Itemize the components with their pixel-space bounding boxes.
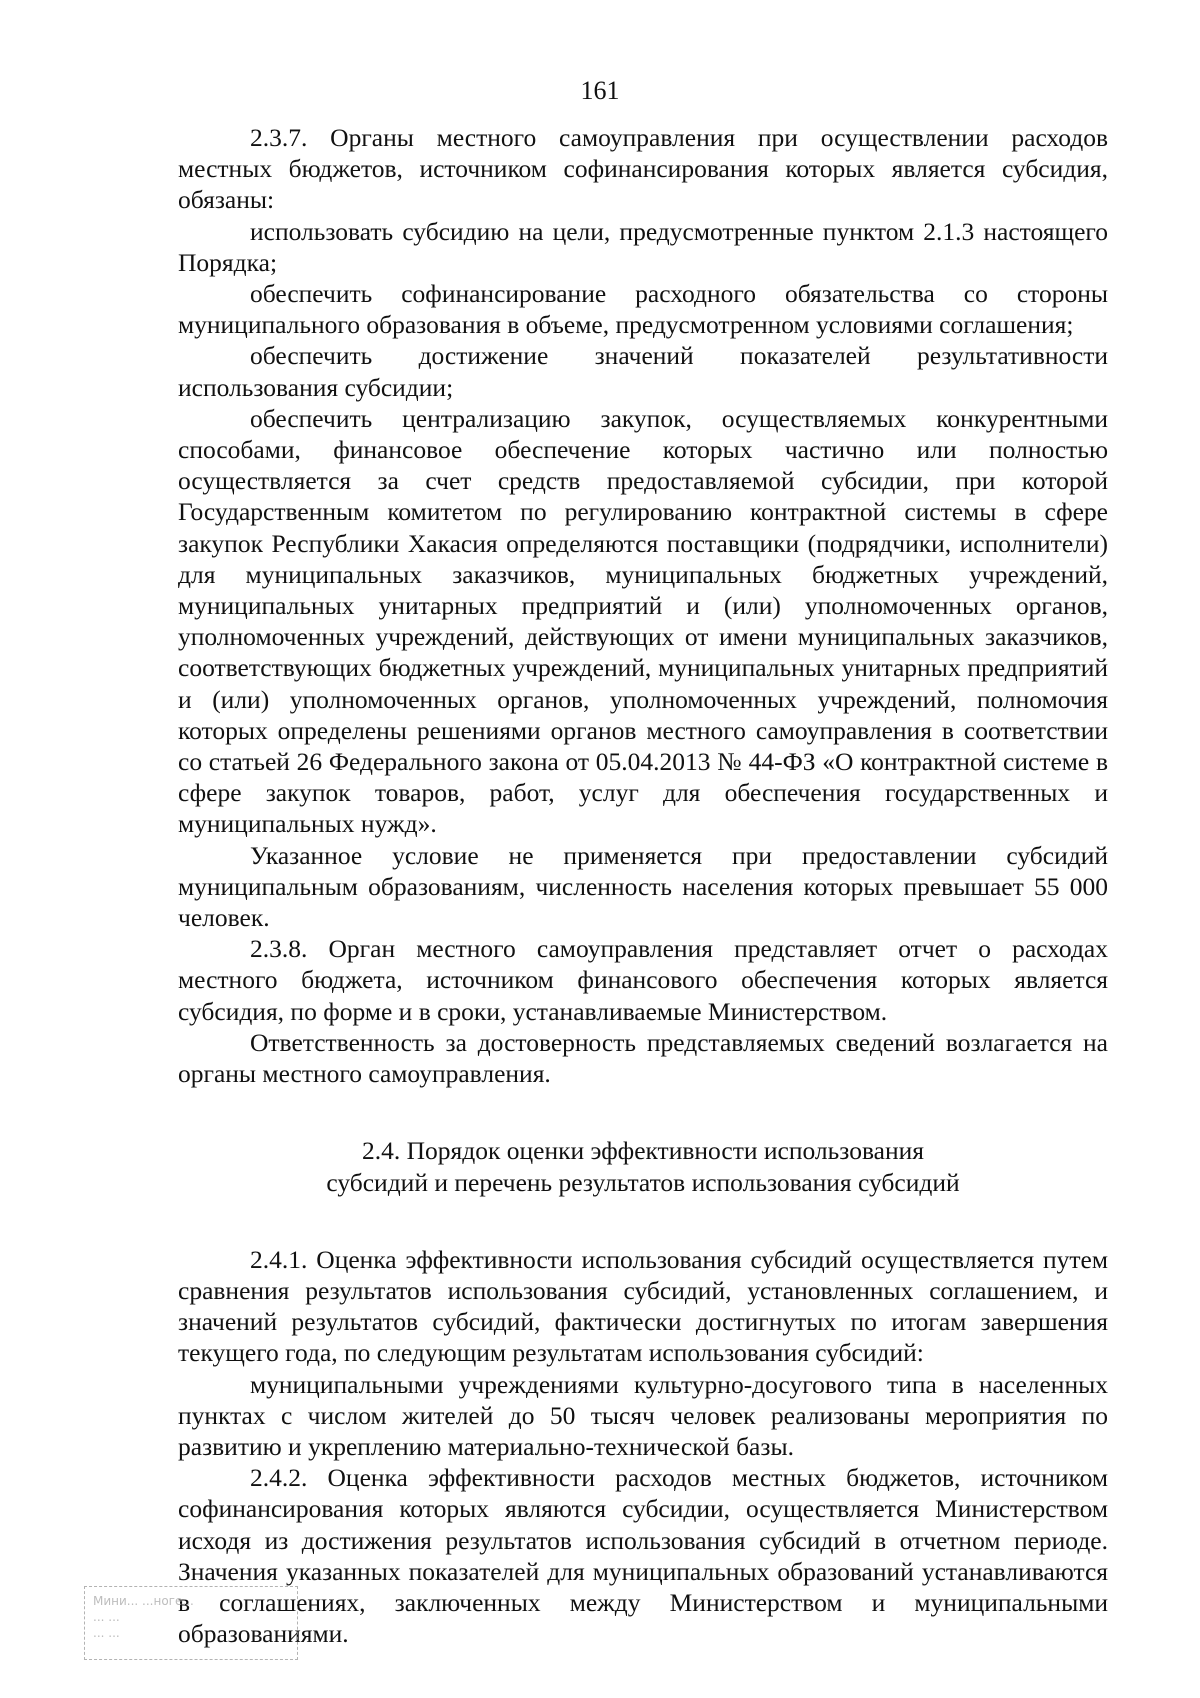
paragraph-2-4-1: 2.4.1. Оценка эффективности использования субсидий осуществляется путем сравнения результатов использования субсидий, установленных соглашением, и значений результатов субсидий, фактически достигнутых по итогам завершения текущего года, по следующим результатам использования субсидий: [178,1244,1108,1368]
paragraph-responsibility: Ответственность за достоверность представляемых сведений возлагается на органы местного самоуправления. [178,1027,1108,1089]
paragraph-2-4-2: 2.4.2. Оценка эффективности расходов местных бюджетов, источником софинансирования которых являются субсидии, осуществляется Министерством исходя из достижения результатов использования субсидий в отчетном периоде. Значения указанных показателей для муниципальных образований устанавливаются в соглашениях, заключенных между Министерством и муниципальными образованиями. [178,1463,1108,1649]
stamp-line-3: ... ... [93,1626,120,1640]
stamp-line-1: Мини... ...ноге... [93,1594,194,1608]
page-number: 161 [580,76,620,105]
section-heading-line-1: 2.4. Порядок оценки эффективности использования [361,1136,925,1166]
faded-stamp [84,1586,298,1660]
paragraph-condition: Указанное условие не применяется при предоставлении субсидий муниципальным образованиям, численность населения которых превышает 55 000 человек. [178,840,1108,933]
section-heading-2-4 [178,1135,1108,1197]
paragraph-2-3-8: 2.3.8. Орган местного самоуправления представляет отчет о расходах местного бюджета, источником финансового обеспечения которых является субсидия, по форме и в сроки, устанавливаемые Министерством. [178,934,1108,1026]
stamp-line-2: ... ... [93,1610,120,1624]
paragraph-achievement: обеспечить достижение значений показателей результативности использования субсидии; [178,341,1108,402]
section-heading-line-2: субсидий и перечень результатов использования субсидий [326,1167,960,1197]
document-body [178,122,1108,1649]
paragraph-cofinancing: обеспечить софинансирование расходного обязательства со стороны муниципального образования в объеме, предусмотренном условиями соглашения; [178,279,1108,340]
paragraph-centralization: обеспечить централизацию закупок, осуществляемых конкурентными способами, финансовое обеспечение которых частично или полностью осуществляется за счет средств предоставляемой субсидии, при которой Государственным комитетом по регулированию контрактной системы в сфере закупок Республики Хакасия определяются поставщики (подрядчики, исполнители) для муниципальных заказчиков, муниципальных бюджетных учреждений, муниципальных унитарных предприятий и (или) уполномоченных органов, уполномоченных учреждений, действующих от имени муниципальных заказчиков, соответствующих бюджетных учреждений, муниципальных унитарных предприятий и (или) уполномоченных органов, уполномоченных учреждений, полномочия которых определены решениями органов местного самоуправления в соответствии со статьей 26 Федерального закона от 05.04.2013 № 44-ФЗ «О контрактной системе в сфере закупок товаров, работ, услуг для обеспечения государственных и муниципальных нужд». [178,403,1108,839]
paragraph-2-3-7: 2.3.7. Органы местного самоуправления при осуществлении расходов местных бюджетов, источником софинансирования которых является субсидия, обязаны: [178,123,1108,215]
paragraph-result: муниципальными учреждениями культурно-досугового типа в населенных пунктах с числом жителей до 50 тысяч человек реализованы мероприятия по развитию и укреплению материально-технической базы. [178,1369,1108,1461]
paragraph-use-subsidy: использовать субсидию на цели, предусмотренные пунктом 2.1.3 настоящего Порядка; [178,216,1108,277]
